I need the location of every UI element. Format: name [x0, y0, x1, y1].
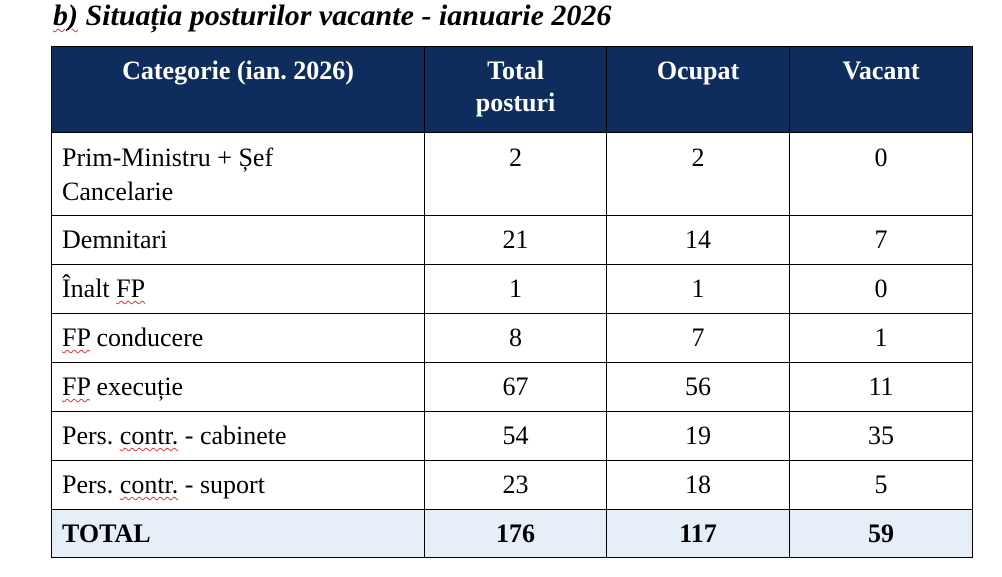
total-total: 176	[425, 510, 607, 558]
row-occupied: 2	[607, 133, 790, 216]
header-total-line2: posturi	[475, 88, 556, 117]
row-total: 23	[425, 461, 607, 510]
row-occupied: 1	[607, 265, 790, 314]
row-vacant: 1	[790, 314, 973, 363]
row-occupied: 56	[607, 363, 790, 412]
header-occupied: Ocupat	[607, 47, 790, 133]
category-line1: Prim-Ministru + Șef	[62, 143, 274, 172]
row-category	[52, 363, 425, 412]
header-total-line1: Total	[487, 56, 544, 85]
category-part: - suport	[178, 470, 265, 499]
table-row	[52, 461, 973, 510]
row-category	[52, 265, 425, 314]
total-vacant: 59	[790, 510, 973, 558]
row-vacant: 0	[790, 265, 973, 314]
header-category: Categorie (ian. 2026)	[52, 47, 425, 133]
row-occupied: 19	[607, 412, 790, 461]
row-total: 8	[425, 314, 607, 363]
category-part-flagged: FP	[116, 274, 146, 303]
vacancies-table	[51, 46, 973, 558]
row-vacant: 35	[790, 412, 973, 461]
header-total	[425, 47, 607, 133]
category-part: Înalt	[62, 274, 117, 303]
heading-text: Situația posturilor vacante - ianuarie 2026	[78, 0, 612, 32]
row-category	[52, 314, 425, 363]
category-part-flagged: FP	[62, 323, 90, 352]
row-total: 2	[425, 133, 607, 216]
row-category: Demnitari	[52, 216, 425, 265]
heading-prefix: b)	[53, 0, 78, 32]
row-category	[52, 133, 425, 216]
table-row	[52, 133, 973, 216]
section-heading	[53, 0, 611, 34]
row-total: 54	[425, 412, 607, 461]
row-vacant: 5	[790, 461, 973, 510]
row-total: 67	[425, 363, 607, 412]
row-category	[52, 412, 425, 461]
row-total: 21	[425, 216, 607, 265]
category-part: conducere	[89, 323, 204, 352]
row-vacant: 7	[790, 216, 973, 265]
category-part-flagged: contr.	[119, 421, 179, 450]
total-occupied: 117	[607, 510, 790, 558]
row-vacant: 11	[790, 363, 973, 412]
row-vacant: 0	[790, 133, 973, 216]
category-part-flagged: contr.	[119, 470, 179, 499]
category-part: Pers.	[62, 470, 120, 499]
category-part: Pers.	[62, 421, 120, 450]
total-label: TOTAL	[52, 510, 425, 558]
category-part-flagged: FP	[62, 372, 90, 401]
row-occupied: 7	[607, 314, 790, 363]
row-occupied: 14	[607, 216, 790, 265]
table-row	[52, 216, 973, 265]
total-row	[52, 510, 973, 558]
table-row	[52, 363, 973, 412]
table-header-row	[52, 47, 973, 133]
table-row	[52, 412, 973, 461]
category-part: - cabinete	[178, 421, 287, 450]
category-part: execuție	[89, 372, 184, 401]
row-total: 1	[425, 265, 607, 314]
row-occupied: 18	[607, 461, 790, 510]
row-category	[52, 461, 425, 510]
header-vacant: Vacant	[790, 47, 973, 133]
table-row	[52, 265, 973, 314]
category-line2: Cancelarie	[62, 177, 174, 206]
table-row	[52, 314, 973, 363]
